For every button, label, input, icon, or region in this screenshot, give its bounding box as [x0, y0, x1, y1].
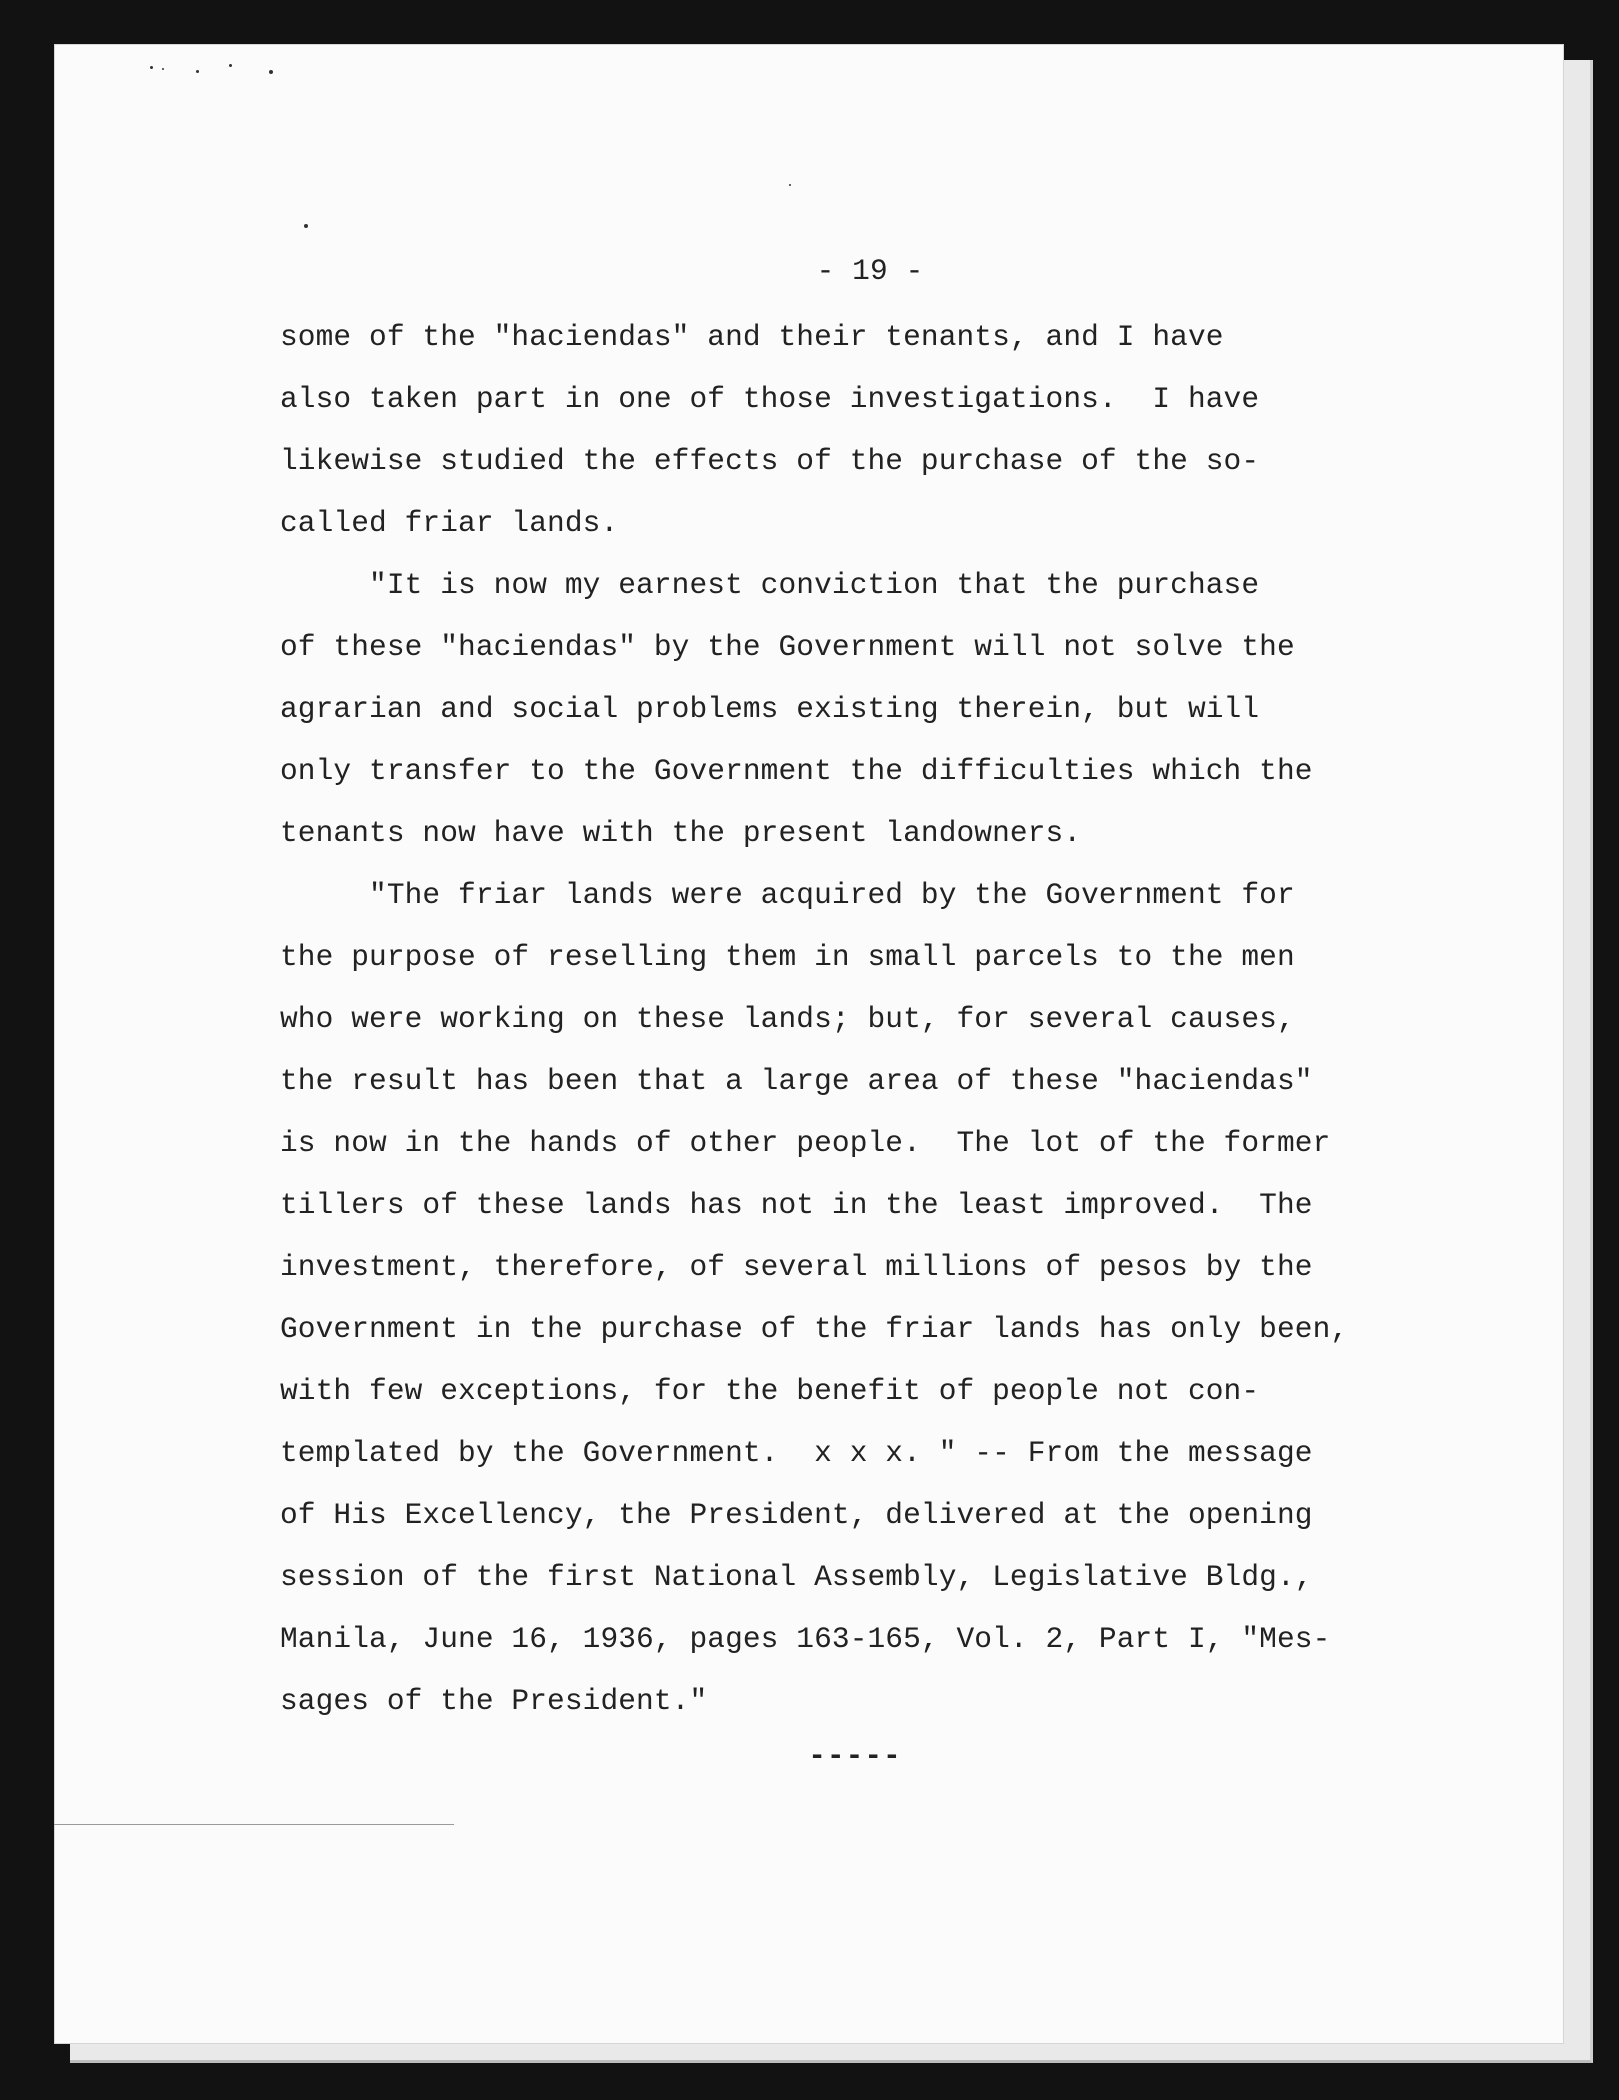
end-separator: -----	[808, 1739, 902, 1773]
page-number: - 19 -	[816, 254, 924, 288]
scan-speck	[229, 64, 232, 67]
scan-speck	[162, 68, 164, 70]
text-line: "The friar lands were acquired by the Government for	[280, 878, 1295, 912]
text-line: investment, therefore, of several millions of pesos by the	[280, 1250, 1313, 1284]
scan-speck	[304, 224, 308, 228]
text-line: only transfer to the Government the difficulties which the	[280, 754, 1313, 788]
text-line: tenants now have with the present landowners.	[280, 816, 1082, 850]
scan-speck	[196, 70, 199, 73]
text-line: of His Excellency, the President, delivered at the opening	[280, 1498, 1313, 1532]
text-line: also taken part in one of those investigations. I have	[280, 382, 1260, 416]
text-line: called friar lands.	[280, 506, 619, 540]
document-body	[280, 240, 1400, 1776]
text-line: the result has been that a large area of these "haciendas"	[280, 1064, 1313, 1098]
text-line: with few exceptions, for the benefit of people not con-	[280, 1374, 1260, 1408]
text-line: Manila, June 16, 1936, pages 163-165, Vol. 2, Part I, "Mes-	[280, 1622, 1331, 1656]
scan-speck	[789, 184, 791, 186]
document-text	[280, 306, 1400, 1732]
text-line: templated by the Government. x x x. " -- From the message	[280, 1436, 1313, 1470]
text-line: some of the "haciendas" and their tenants, and I have	[280, 320, 1224, 354]
text-line: Government in the purchase of the friar lands has only been,	[280, 1312, 1349, 1346]
page-edge-line	[54, 1824, 454, 1825]
text-line: the purpose of reselling them in small parcels to the men	[280, 940, 1295, 974]
text-line: likewise studied the effects of the purchase of the so-	[280, 444, 1260, 478]
text-line: of these "haciendas" by the Government will not solve the	[280, 630, 1295, 664]
scan-speck	[150, 66, 153, 69]
text-line: tillers of these lands has not in the least improved. The	[280, 1188, 1313, 1222]
scan-speck	[269, 70, 273, 74]
text-line: is now in the hands of other people. The lot of the former	[280, 1126, 1331, 1160]
text-line: sages of the President."	[280, 1684, 708, 1718]
text-line: who were working on these lands; but, for several causes,	[280, 1002, 1295, 1036]
text-line: session of the first National Assembly, Legislative Bldg.,	[280, 1560, 1313, 1594]
text-line: agrarian and social problems existing therein, but will	[280, 692, 1260, 726]
text-line: "It is now my earnest conviction that the purchase	[280, 568, 1260, 602]
